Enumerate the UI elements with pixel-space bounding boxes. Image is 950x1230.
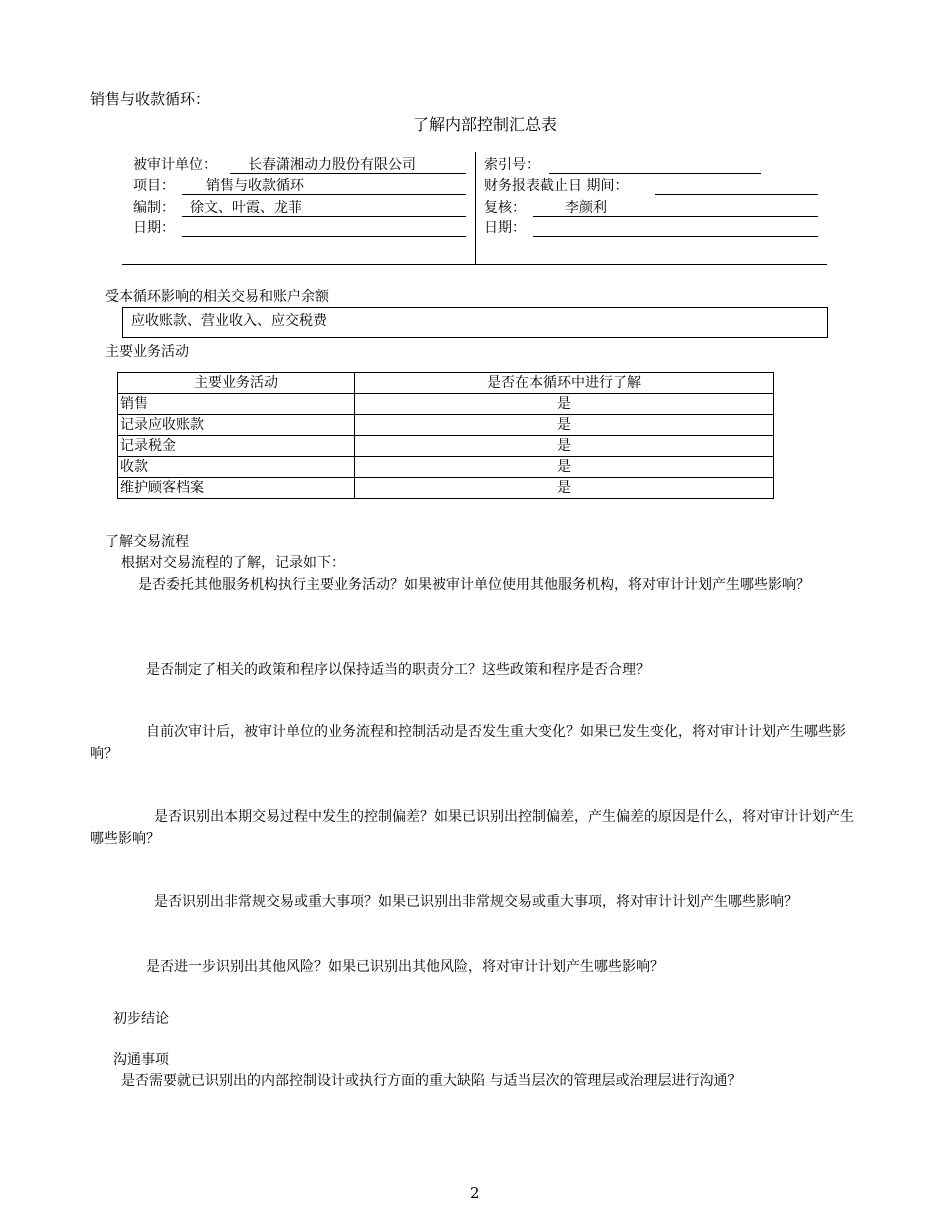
activity-cell: 维护顾客档案 xyxy=(118,478,355,499)
table-row xyxy=(118,394,774,415)
index-field xyxy=(549,157,761,174)
communication-question: 是否需要就已识别出的内部控制设计或执行方面的重大缺陷 与适当层次的管理层或治理层进行沟通？ xyxy=(121,1073,742,1089)
project-label: 项目： xyxy=(133,178,175,194)
flow-question: 是否识别出非常规交易或重大事项？如果已识别出非常规交易或重大事项，将对审计计划产生哪些影响？ xyxy=(154,894,798,910)
date-field-right xyxy=(533,220,818,237)
client-field xyxy=(230,157,466,174)
flow-question: 是否制定了相关的政策和程序以保持适当的职责分工？这些政策和程序是否合理？ xyxy=(146,662,650,678)
activity-cell: 记录税金 xyxy=(118,436,355,457)
project-value: 销售与收款循环 xyxy=(206,178,304,194)
flow-intro: 根据对交易流程的了解，记录如下： xyxy=(121,555,345,571)
communication-heading: 沟通事项 xyxy=(113,1052,169,1068)
header-divider xyxy=(475,152,476,264)
table-row xyxy=(118,478,774,499)
review-field xyxy=(533,200,818,217)
document-title: 了解内部控制汇总表 xyxy=(413,115,558,134)
conclusion-heading: 初步结论 xyxy=(113,1011,169,1027)
prepared-label: 编制： xyxy=(133,200,175,216)
review-label: 复核： xyxy=(484,200,526,216)
activity-cell: 收款 xyxy=(118,457,355,478)
date-label-left: 日期： xyxy=(133,220,175,236)
understood-cell: 是 xyxy=(355,436,774,457)
activity-cell: 销售 xyxy=(118,394,355,415)
flow-question: 是否委托其他服务机构执行主要业务活动？如果被审计单位使用其他服务机构，将对审计计划产生哪些影响？ xyxy=(138,577,810,593)
prepared-field xyxy=(182,200,466,217)
client-label: 被审计单位： xyxy=(133,157,217,173)
table-row xyxy=(118,415,774,436)
activities-table xyxy=(117,372,774,499)
table-row xyxy=(118,436,774,457)
cycle-title: 销售与收款循环： xyxy=(90,90,211,108)
column-header-activity: 主要业务活动 xyxy=(118,373,355,394)
flow-question: 是否进一步识别出其他风险？如果已识别出其他风险，将对审计计划产生哪些影响？ xyxy=(146,959,664,975)
column-header-understood: 是否在本循环中进行了解 xyxy=(355,373,774,394)
date-field-left xyxy=(182,220,466,237)
flow-heading: 了解交易流程 xyxy=(105,534,189,550)
scope-heading: 受本循环影响的相关交易和账户余额 xyxy=(105,289,329,305)
activities-heading: 主要业务活动 xyxy=(105,344,189,360)
prepared-value: 徐文、叶霞、龙菲 xyxy=(190,200,302,216)
activity-cell: 记录应收账款 xyxy=(118,415,355,436)
scope-value: 应收账款、营业收入、应交税费 xyxy=(131,313,327,329)
project-field xyxy=(182,178,466,195)
table-header-row xyxy=(118,373,774,394)
period-field xyxy=(655,178,818,195)
understood-cell: 是 xyxy=(355,457,774,478)
understood-cell: 是 xyxy=(355,478,774,499)
flow-question: 自前次审计后，被审计单位的业务流程和控制活动是否发生重大变化？如果已发生变化，将对审计计划产生哪些影响？ xyxy=(90,724,846,762)
page-number: 2 xyxy=(470,1184,480,1202)
scope-box xyxy=(122,307,828,338)
review-value: 李颜利 xyxy=(565,200,607,216)
date-label-right: 日期： xyxy=(484,220,526,236)
period-label: 财务报表截止日 期间： xyxy=(484,178,629,194)
client-value: 长春潇湘动力股份有限公司 xyxy=(248,157,416,173)
table-row xyxy=(118,457,774,478)
flow-question: 是否识别出本期交易过程中发生的控制偏差？如果已识别出控制偏差，产生偏差的原因是什么，将对审计计划产生哪些影响？ xyxy=(90,809,854,847)
index-label: 索引号： xyxy=(484,157,540,173)
understood-cell: 是 xyxy=(355,415,774,436)
understood-cell: 是 xyxy=(355,394,774,415)
